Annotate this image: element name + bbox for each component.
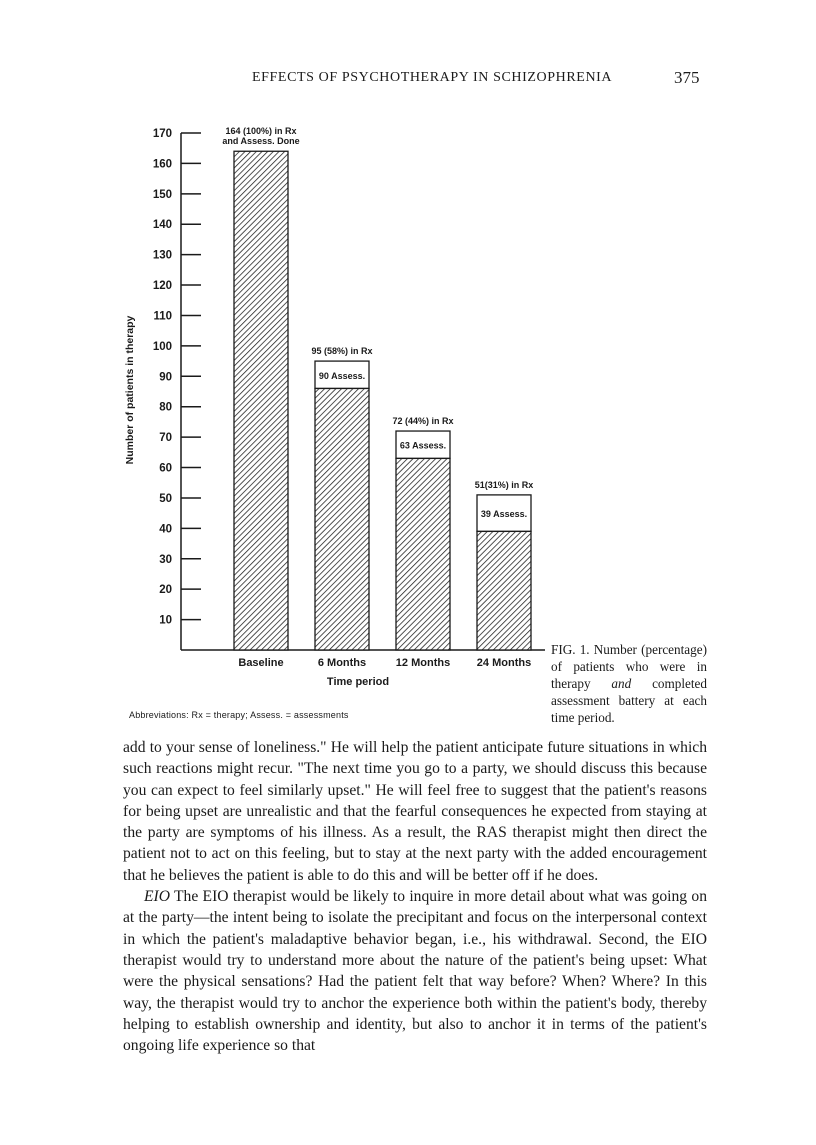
y-tick-label: 80 bbox=[159, 401, 172, 414]
caption-suffix: completed assessment battery at each time period. bbox=[551, 676, 707, 725]
caption-prefix: FIG. 1. Number (percentage) of patients who were in therapy bbox=[551, 642, 707, 691]
bar-top-label: 72 (44%) in Rx bbox=[392, 416, 454, 427]
assess-box-label: 90 Assess. bbox=[318, 370, 366, 381]
y-tick-label: 20 bbox=[159, 584, 172, 597]
assessed-bar bbox=[396, 458, 450, 650]
y-tick-label: 140 bbox=[152, 219, 172, 232]
x-tick-label: 12 Months bbox=[395, 657, 451, 669]
paragraph-2 bbox=[123, 886, 707, 1056]
assessed-bar bbox=[234, 151, 288, 650]
y-tick-label: 10 bbox=[159, 614, 172, 627]
bar-top-label: 51(31%) in Rx bbox=[474, 479, 534, 490]
assessed-bar bbox=[315, 388, 369, 650]
assess-box-label: 39 Assess. bbox=[480, 509, 528, 520]
bar-top-label: and Assess. Done bbox=[222, 136, 300, 147]
y-tick-label: 50 bbox=[159, 492, 172, 505]
paragraph-1: add to your sense of loneliness." He will help the patient anticipate future situations in which such reactions might recur. "The next time you go to a party, we should discuss this because you can expect to feel similarly upset." He will feel free to suggest that the patient's reasons for being upset are unrealistic and that the fearful consequences he expected from staying at the party are symptoms of his illness. As a result, the RAS therapist might then direct the patient not to act on this feeling, but to stay at the next party with the added encouragement that he believes the patient is able to do this and will be better off if he does. bbox=[123, 739, 707, 884]
assess-box-label: 63 Assess. bbox=[399, 440, 447, 451]
caption-emphasis: and bbox=[611, 676, 632, 691]
bar-top-label: 95 (58%) in Rx bbox=[311, 346, 373, 357]
y-tick-label: 100 bbox=[152, 340, 172, 353]
page-number: 375 bbox=[674, 68, 700, 87]
y-tick-label: 120 bbox=[152, 280, 172, 293]
y-tick-label: 70 bbox=[159, 432, 172, 445]
paragraph-2-text: The EIO therapist would be likely to inquire in more detail about what was going on at the party—the intent being to isolate the precipitant and focus on the interpersonal context in which the patient's maladaptive behavior began, i.e., his withdrawal. Second, the EIO therapist would try to understand more about the nature of the patient's being upset: What were the physical sensations? Had the patient felt that way before? When? Where? In this way, the therapist would try to anchor the experience both within the patient's body, thereby helping to establish ownership and identity, but also to anchor it in terms of the patient's ongoing life experience so that bbox=[123, 888, 707, 1055]
y-tick-label: 30 bbox=[159, 553, 172, 566]
abbreviations-note: Abbreviations: Rx = therapy; Assess. = assessments bbox=[129, 710, 349, 720]
bar-top-label: 164 (100%) in Rx bbox=[225, 126, 297, 137]
figure-caption bbox=[551, 641, 707, 726]
y-tick-label: 40 bbox=[159, 523, 172, 536]
y-tick-label: 60 bbox=[159, 462, 172, 475]
running-header: EFFECTS OF PSYCHOTHERAPY IN SCHIZOPHRENIA bbox=[252, 70, 613, 85]
x-axis-title: Time period bbox=[326, 676, 390, 688]
y-tick-label: 130 bbox=[152, 249, 172, 262]
x-tick-label: 6 Months bbox=[317, 657, 367, 669]
body-text bbox=[123, 737, 707, 1056]
x-tick-label: Baseline bbox=[238, 657, 284, 669]
y-axis-title: Number of patients in therapy bbox=[124, 315, 136, 465]
paragraph-2-lead: EIO bbox=[144, 888, 170, 906]
y-tick-label: 170 bbox=[152, 128, 172, 140]
y-tick-label: 110 bbox=[153, 310, 172, 323]
x-tick-label: 24 Months bbox=[476, 657, 532, 669]
y-tick-label: 90 bbox=[159, 371, 172, 384]
assessed-bar bbox=[477, 531, 531, 650]
y-tick-label: 150 bbox=[152, 188, 172, 201]
y-tick-label: 160 bbox=[152, 158, 172, 171]
